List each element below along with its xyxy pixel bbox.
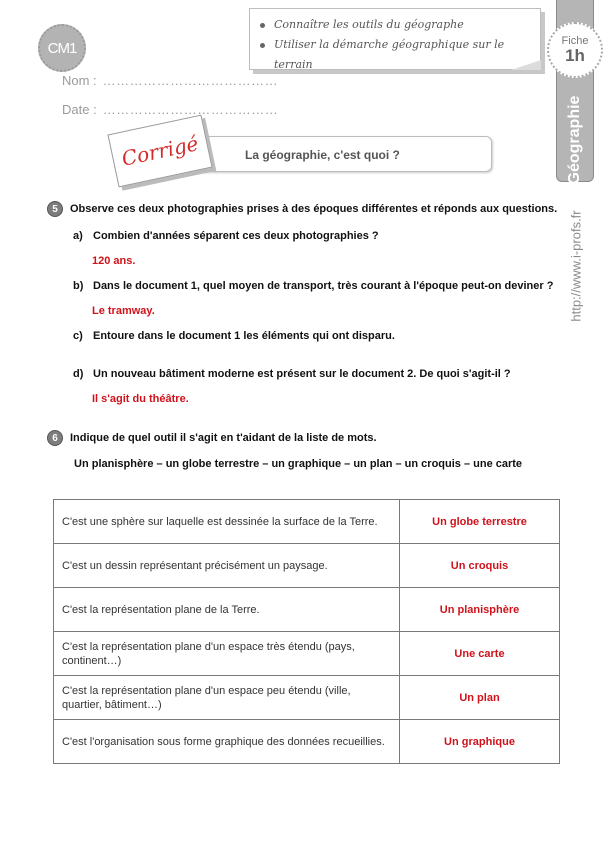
corrige-label: Corrigé bbox=[119, 131, 201, 171]
question-label: c) bbox=[73, 330, 83, 342]
level-badge: CM1 bbox=[38, 24, 86, 72]
name-label: Nom : bbox=[62, 73, 97, 88]
subject-label: Géographie bbox=[566, 95, 583, 185]
question-text: Dans le document 1, quel moyen de transport, très courant à l'époque peut-on deviner ? bbox=[93, 280, 554, 292]
exercise-number-5: 5 bbox=[47, 201, 63, 217]
corrige-stamp bbox=[107, 115, 212, 188]
question-a bbox=[73, 230, 379, 242]
description-cell: C'est une sphère sur laquelle est dessinée la surface de la Terre. bbox=[54, 500, 400, 544]
name-field[interactable] bbox=[62, 73, 278, 88]
description-cell: C'est la représentation plane d'un espace peu étendu (ville, quartier, bâtiment…) bbox=[54, 676, 400, 720]
page-fold-decoration bbox=[511, 60, 541, 70]
answer-cell[interactable]: Un croquis bbox=[400, 544, 560, 588]
question-label: d) bbox=[73, 368, 84, 380]
answer-cell[interactable]: Un planisphère bbox=[400, 588, 560, 632]
fiche-value: 1h bbox=[565, 46, 585, 65]
date-field[interactable] bbox=[62, 102, 278, 117]
answer-cell[interactable]: Un graphique bbox=[400, 720, 560, 764]
objectives-box bbox=[249, 8, 541, 70]
question-text: Entoure dans le document 1 les éléments qui ont disparu. bbox=[93, 330, 395, 342]
question-text: Combien d'années séparent ces deux photographies ? bbox=[93, 230, 379, 242]
tools-table bbox=[53, 499, 560, 764]
answer-a: 120 ans. bbox=[92, 255, 136, 267]
table-row bbox=[54, 588, 560, 632]
description-cell: C'est la représentation plane d'un espace très étendu (pays, continent…) bbox=[54, 632, 400, 676]
exercise5-instruction: Observe ces deux photographies prises à des époques différentes et réponds aux questions. bbox=[70, 203, 558, 215]
site-url[interactable]: http://www.i-profs.fr bbox=[568, 210, 584, 322]
date-label: Date : bbox=[62, 102, 97, 117]
question-label: a) bbox=[73, 230, 83, 242]
table-row bbox=[54, 632, 560, 676]
description-cell: C'est un dessin représentant précisément un paysage. bbox=[54, 544, 400, 588]
question-label: b) bbox=[73, 280, 84, 292]
question-b bbox=[73, 280, 553, 292]
exercise-number-6: 6 bbox=[47, 430, 63, 446]
question-d bbox=[73, 368, 511, 380]
answer-b: Le tramway. bbox=[92, 305, 155, 317]
word-list: Un planisphère – un globe terrestre – un graphique – un plan – un croquis – une carte bbox=[74, 458, 523, 470]
answer-cell[interactable]: Une carte bbox=[400, 632, 560, 676]
table-row bbox=[54, 676, 560, 720]
page-title: La géographie, c'est quoi ? bbox=[198, 136, 492, 172]
table-row bbox=[54, 500, 560, 544]
answer-cell[interactable]: Un globe terrestre bbox=[400, 500, 560, 544]
exercise6-instruction: Indique de quel outil il s'agit en t'aidant de la liste de mots. bbox=[70, 432, 377, 444]
answer-d: Il s'agit du théâtre. bbox=[92, 393, 189, 405]
fiche-label: Fiche bbox=[561, 35, 589, 47]
table-row bbox=[54, 544, 560, 588]
objective-item: Utiliser la démarche géographique sur le terrain bbox=[260, 35, 530, 75]
description-cell: C'est la représentation plane de la Terre. bbox=[54, 588, 400, 632]
table-row bbox=[54, 720, 560, 764]
description-cell: C'est l'organisation sous forme graphique des données recueillies. bbox=[54, 720, 400, 764]
fiche-badge bbox=[547, 22, 603, 78]
question-text: Un nouveau bâtiment moderne est présent sur le document 2. De quoi s'agit-il ? bbox=[93, 368, 511, 380]
objective-item: Connaître les outils du géographe bbox=[260, 15, 530, 35]
name-dots: ………………………………… bbox=[102, 73, 279, 88]
answer-cell[interactable]: Un plan bbox=[400, 676, 560, 720]
question-c bbox=[73, 330, 395, 342]
date-dots: ………………………………… bbox=[102, 102, 279, 117]
